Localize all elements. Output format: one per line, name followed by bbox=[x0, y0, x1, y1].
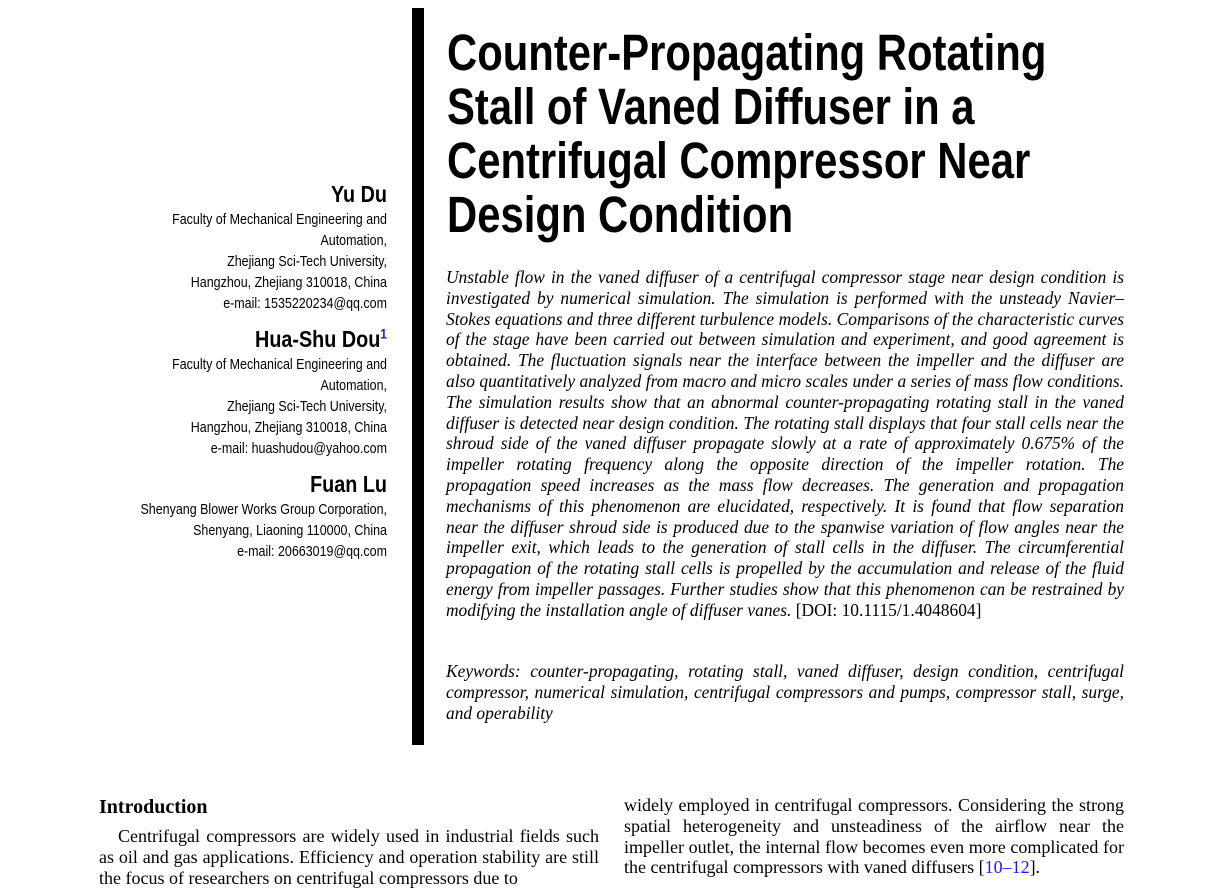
paragraph-end: ]. bbox=[1029, 857, 1041, 878]
title-line: Counter-Propagating Rotating bbox=[447, 24, 1047, 81]
affiliation-line: Faculty of Mechanical Engineering and bbox=[172, 212, 387, 228]
citation-link[interactable]: 10–12 bbox=[984, 857, 1030, 878]
affiliation-line: Hangzhou, Zhejiang 310018, China bbox=[190, 420, 387, 436]
paragraph bbox=[624, 795, 1124, 878]
affiliation-line: Zhejiang Sci-Tech University, bbox=[227, 254, 387, 270]
title-line: Stall of Vaned Diffuser in a bbox=[447, 78, 975, 135]
affiliation-line: Automation, bbox=[320, 378, 387, 394]
author-email[interactable]: e-mail: huashudou@yahoo.com bbox=[210, 441, 387, 457]
affiliation-line: Shenyang Blower Works Group Corporation, bbox=[140, 502, 387, 518]
author-name: Fuan Lu bbox=[310, 471, 387, 497]
affiliation-line: Shenyang, Liaoning 110000, China bbox=[193, 523, 387, 539]
author-3 bbox=[100, 468, 387, 563]
affiliation-line: Hangzhou, Zhejiang 310018, China bbox=[190, 275, 387, 291]
affiliation-line: Automation, bbox=[320, 233, 387, 249]
title-line: Centrifugal Compressor Near bbox=[447, 132, 1031, 189]
affiliation-line: Zhejiang Sci-Tech University, bbox=[227, 399, 387, 415]
doi-link[interactable]: [DOI: 10.1115/1.4048604] bbox=[795, 599, 982, 620]
author-name: Hua-Shu Dou$^1$ bbox=[255, 325, 387, 352]
paper-title bbox=[447, 24, 1047, 243]
title-line: Design Condition bbox=[447, 186, 794, 243]
abstract-text: Unstable flow in the vaned diffuser of a centrifugal compressor stage near design condition is investigated by numerical simulation. The simulation is performed with the unsteady Navier–Stokes equations and three different turbulence models. Comparisons of the characteristic curves of the stage have been carried out between simulation and experiment, and good agreement is obtained. The fluctuation signals near the interface between the impeller and the diffuser are also quantitatively analyzed from macro and micro scales under a series of mass flow conditions. The simulation results show that an abnormal counter-propagating rotating stall in the vaned diffuser is detected near design condition. The rotating stall displays that four stall cells near the shroud side of the vaned diffuser propagate slowly at a rate of approximately 0.675% of the impeller rotating frequency along the opposite direction of the impeller rotation. The propagation speed increases as the mass flow decreases. The generation and propagation mechanisms of this phenomenon are elucidated, respectively. It is found that flow separation near the diffuser shroud side is produced due to the spanwise variation of flow angles near the impeller exit, which leads to the generation of stall cells in the diffuser. The circumferential propagation of the rotating stall cells is propelled by the accumulation and release of the fluid energy from impeller passages. Further studies show that this phenomenon can be restrained by modifying the installation angle of diffuser vanes. bbox=[446, 267, 1124, 620]
abstract bbox=[446, 267, 1124, 621]
author-email[interactable]: e-mail: 20663019@qq.com bbox=[237, 544, 387, 560]
author-name: Yu Du bbox=[330, 181, 387, 207]
title-divider-bar bbox=[412, 8, 424, 745]
author-2 bbox=[100, 323, 387, 460]
author-block bbox=[100, 178, 387, 571]
footnote-marker[interactable]: 1 bbox=[380, 325, 387, 342]
body-column-right bbox=[624, 795, 1124, 878]
author-1 bbox=[100, 178, 387, 315]
affiliation-line: Faculty of Mechanical Engineering and bbox=[172, 357, 387, 373]
section-heading-introduction: Introduction bbox=[99, 796, 208, 818]
paragraph-text: widely employed in centrifugal compressors. Considering the strong spatial heterogeneity and unsteadiness of the airflow near the impeller outlet, the internal flow becomes even more complicated for the centrifugal compressors with vaned diffusers [ bbox=[624, 795, 1124, 878]
paragraph: Centrifugal compressors are widely used in industrial fields such as oil and gas applications. Efficiency and operation stability are still the focus of researchers on centrifugal compressors due to bbox=[99, 826, 599, 888]
keywords: Keywords: counter-propagating, rotating stall, vaned diffuser, design condition, centrifugal compressor, numerical simulation, centrifugal compressors and pumps, compressor stall, surge, and operability bbox=[446, 661, 1124, 723]
author-email[interactable]: e-mail: 1535220234@qq.com bbox=[223, 296, 387, 312]
body-column-left bbox=[99, 826, 599, 888]
